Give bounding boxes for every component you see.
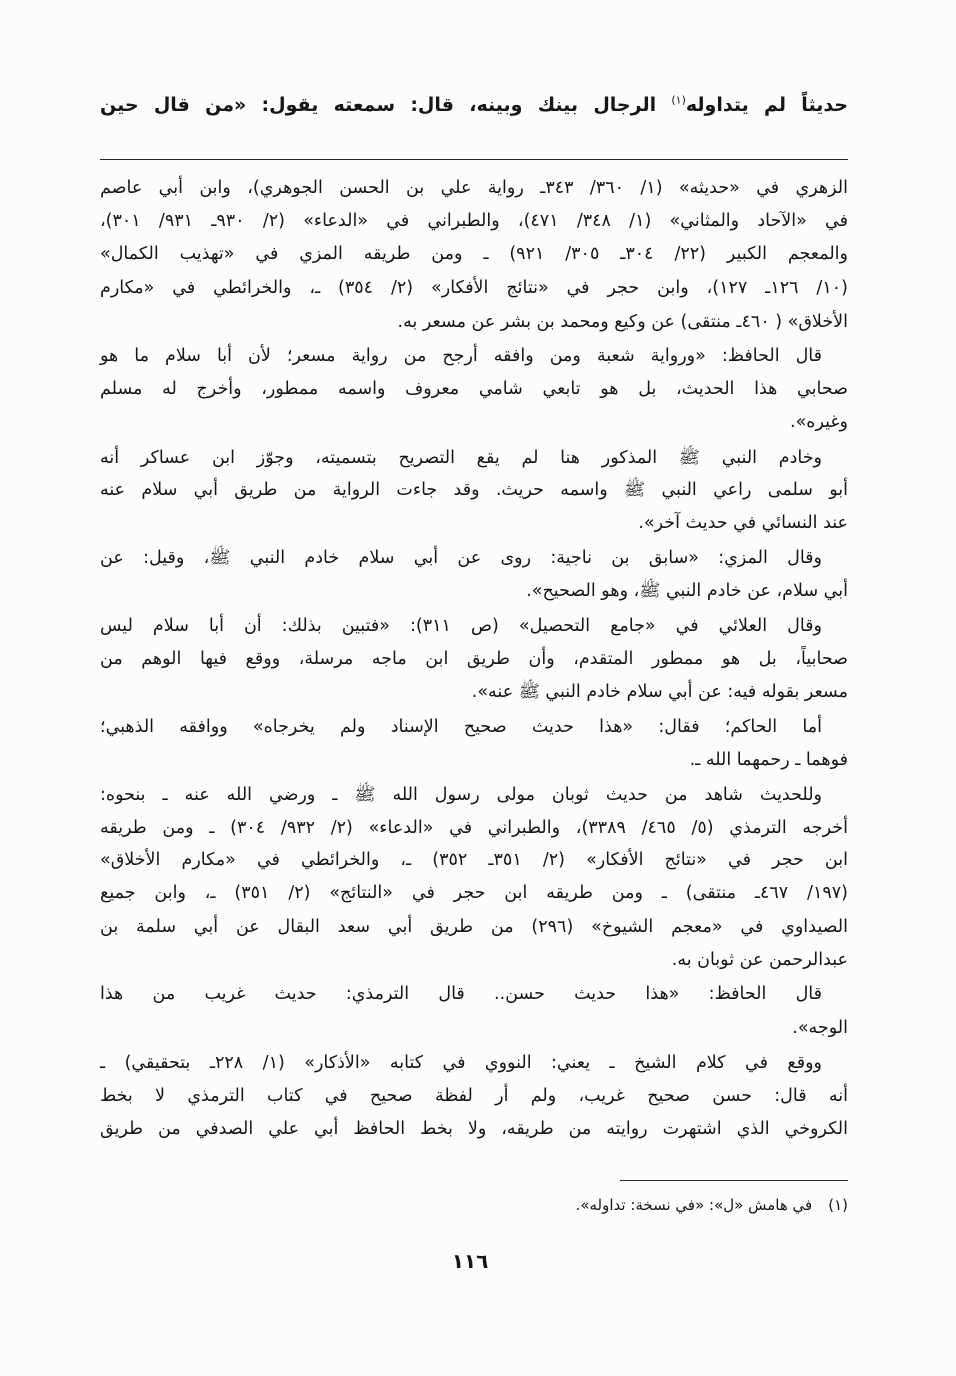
- commentary-line: أنه قال: حسن صحيح غريب، ولم أر لفظة صحيح في كتاب الترمذي لا بخط: [100, 1086, 848, 1106]
- commentary-line: الأخلاق» ( ٤٦٠ـ منتقى) عن وكيع ومحمد بن بشر عن مسعر به.: [397, 312, 848, 332]
- commentary-line: عبدالرحمن عن ثوبان به.: [671, 950, 848, 970]
- commentary-line: الوجه».: [792, 1018, 848, 1038]
- commentary-line: الصيداوي في «معجم الشيوخ» (٢٩٦) من طريق أبي سعد البقال عن أبي سلمة بن: [100, 917, 848, 937]
- commentary-line: ووقع في كلام الشيخ ـ يعني: النووي في كتابه «الأذكار» (١/ ٢٢٨ـ بتحقيقي) ـ: [100, 1053, 822, 1073]
- commentary-line: صحابي هذا الحديث، بل هو تابعي شامي معروف واسمه ممطور، وأخرج له مسلم: [100, 379, 848, 399]
- main-text-part: الرجال بينك وبينه، قال: سمعته يقول: «من قال حين: [100, 94, 672, 116]
- commentary-line: قال الحافظ: «ورواية شعبة ومن وافقه أرجح من رواية مسعر؛ لأن أبا سلام ما هو: [100, 346, 822, 366]
- commentary-line: وغيره».: [790, 412, 848, 432]
- commentary-line: وخادم النبي ﷺ المذكور هنا لم يقع التصريح بتسميته، وجوّز ابن عساكر أنه: [100, 448, 822, 468]
- commentary-line: أخرجه الترمذي (٥/ ٤٦٥/ ٣٣٨٩)، والطبراني في «الدعاء» (٢/ ٩٣٢/ ٣٠٤) ـ ومن طريقه: [100, 818, 848, 838]
- commentary-line: قال الحافظ: «هذا حديث حسن.. قال الترمذي: حديث غريب من هذا: [100, 984, 822, 1004]
- commentary-line: الكروخي الذي اشتهرت روايته من طريقه، ولا بخط الحافظ أبي علي الصدفي من طريق: [100, 1119, 848, 1139]
- commentary-line: في «الآحاد والمثاني» (١/ ٣٤٨/ ٤٧١)، والطبراني في «الدعاء» (٢/ ٩٣٠ـ ٩٣١/ ٣٠١)،: [100, 211, 849, 231]
- commentary-line: ابن حجر في «نتائج الأفكار» (٢/ ٣٥١ـ ٣٥٢) ـ، والخرائطي في «مكارم الأخلاق»: [100, 850, 848, 870]
- commentary-line: الزهري في «حديثه» (١/ ٣٦٠/ ٣٤٣ـ رواية علي بن الحسن الجوهري)، وابن أبي عاصم: [100, 178, 848, 198]
- commentary-line: وللحديث شاهد من حديث ثوبان مولى رسول الله ﷺ ـ ورضي الله عنه ـ بنحوه:: [100, 785, 822, 805]
- footnote: [100, 1192, 848, 1218]
- commentary-line: والمعجم الكبير (٢٢/ ٣٠٤ـ ٣٠٥/ ٩٢١) ـ ومن طريقه المزي في «تهذيب الكمال»: [100, 244, 848, 264]
- footnote-text: في هامش «ل»: «في نسخة: تداوله».: [575, 1196, 813, 1214]
- commentary-line: أبي سلام، عن خادم النبي ﷺ، وهو الصحيح».: [526, 581, 848, 601]
- commentary-line: (١٠/ ١٢٦ـ ١٢٧)، وابن حجر في «نتائج الأفكار» (٢/ ٣٥٤) ـ، والخرائطي في «مكارم: [100, 278, 848, 298]
- footnote-mark: (١): [828, 1196, 848, 1214]
- commentary-line: صحابياً، بل هو ممطور المتقدم، وأن طريق ابن ماجه مرسلة، ووقع فيها الوهم من: [100, 649, 848, 669]
- commentary-line: وقال المزي: «سابق بن ناجية: روى عن أبي سلام خادم النبي ﷺ، وقيل: عن: [100, 548, 822, 568]
- main-text-part: حديثاً لم يتداوله: [685, 94, 848, 116]
- commentary-line: أبو سلمى راعي النبي ﷺ واسمه حريث. وقد جاءت الرواية من طريق أبي سلام عنه: [100, 480, 848, 500]
- footnote-rule: [620, 1180, 848, 1181]
- commentary-line: (١٩٧/ ٤٦٧ـ منتقى) ـ ومن طريقه ابن حجر في «النتائج» (٢/ ٣٥١) ـ، وابن جميع: [100, 883, 848, 903]
- footnote-ref-mark: (١): [671, 93, 686, 107]
- commentary-line: عند النسائي في حديث آخر».: [638, 513, 848, 533]
- commentary-line: وقال العلائي في «جامع التحصيل» (ص ٣١١): «فتبين بذلك: أن أبا سلام ليس: [100, 616, 822, 636]
- commentary-line: مسعر بقوله فيه: عن أبي سلام خادم النبي ﷺ عنه».: [471, 682, 848, 702]
- page-number: ١١٦: [451, 1249, 489, 1273]
- commentary-line: أما الحاكم؛ فقال: «هذا حديث صحيح الإسناد ولم يخرجاه» ووافقه الذهبي؛: [100, 717, 822, 737]
- commentary-line: فوهما ـ رحمهما الله ـ.: [689, 750, 848, 770]
